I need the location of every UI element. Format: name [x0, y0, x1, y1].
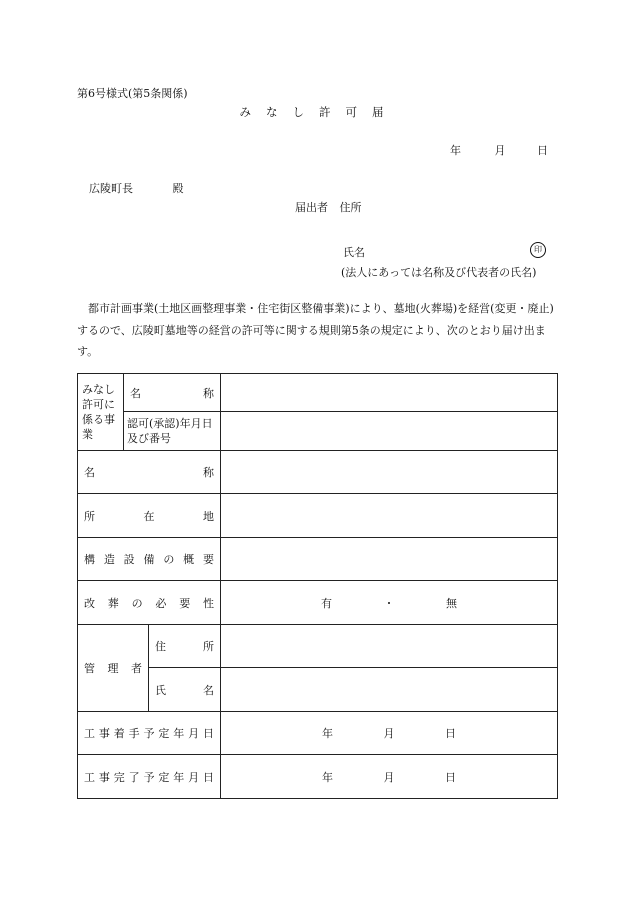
- end-date-field[interactable]: [221, 755, 558, 799]
- start-date-label: 工 事 着 手 予 定 年 月 日: [78, 712, 221, 755]
- applicant-address-label: 住所: [339, 201, 362, 214]
- structure-field[interactable]: [221, 538, 558, 581]
- manager-address-label: 住 所: [149, 625, 221, 668]
- form-number: 第6号様式(第5条関係): [77, 87, 188, 100]
- reburial-no[interactable]: 無: [446, 596, 457, 610]
- table-row: [78, 755, 558, 799]
- location-label: 所 在 地: [78, 494, 221, 538]
- reburial-choice[interactable]: [221, 581, 558, 625]
- end-date-label: 工 事 完 了 予 定 年 月 日: [78, 755, 221, 799]
- reburial-label: 改 葬 の 必 要 性: [78, 581, 221, 625]
- project-name-field[interactable]: [221, 374, 558, 412]
- table-row: [78, 625, 558, 668]
- project-group-label: みなし許可に係る事業: [78, 374, 124, 451]
- reburial-yes[interactable]: 有: [321, 596, 332, 610]
- structure-label: 構 造 設 備 の 概 要: [78, 538, 221, 581]
- applicant-name-label: 氏名: [343, 246, 365, 259]
- end-date-year: 年: [322, 770, 333, 784]
- form-title: みなし許可届: [239, 105, 399, 119]
- table-row: [78, 494, 558, 538]
- facility-name-field[interactable]: [221, 451, 558, 494]
- addressee: [89, 180, 184, 196]
- table-row: [78, 581, 558, 625]
- date-month-label: 月: [494, 144, 506, 157]
- applicant-label: 届出者: [295, 201, 328, 214]
- start-date-year: 年: [322, 727, 333, 740]
- end-date-month: 月: [383, 770, 395, 784]
- start-date-field[interactable]: [221, 712, 558, 755]
- table-row: [78, 712, 558, 755]
- project-name-label: 名 称: [124, 374, 221, 412]
- body-text: 都市計画事業(土地区画整理事業・住宅街区整備事業)により、墓地(火葬場)を経営(変更・廃止)するので、広陵町墓地等の経営の許可等に関する規則第5条の規定により、次のとおり届け出ます。: [77, 302, 554, 358]
- addressee-honorific: 殿: [172, 182, 184, 195]
- date-day-label: 日: [537, 144, 548, 157]
- start-date-day: 日: [445, 727, 456, 740]
- table-row: [78, 451, 558, 494]
- seal-mark: 印: [530, 242, 546, 258]
- manager-name-field[interactable]: [221, 668, 558, 712]
- reburial-separator: ・: [383, 596, 395, 610]
- table-row: [78, 374, 558, 412]
- form-table: [77, 373, 558, 799]
- end-date-day: 日: [445, 770, 456, 784]
- date-line: [450, 142, 548, 158]
- table-row: [78, 668, 558, 712]
- table-row: [78, 412, 558, 451]
- start-date-month: 月: [383, 727, 395, 740]
- manager-label: 管 理 者: [78, 625, 149, 712]
- project-approval-label: 認可(承認)年月日及び番号: [124, 412, 221, 451]
- table-row: [78, 538, 558, 581]
- applicant-address-line: [295, 199, 362, 215]
- addressee-name: 広陵町長: [89, 182, 133, 195]
- date-year-label: 年: [450, 144, 461, 157]
- location-field[interactable]: [221, 494, 558, 538]
- manager-name-label: 氏 名: [149, 668, 221, 712]
- project-approval-field[interactable]: [221, 412, 558, 451]
- corporation-note: (法人にあっては名称及び代表者の氏名): [341, 266, 537, 279]
- manager-address-field[interactable]: [221, 625, 558, 668]
- facility-name-label: 名 称: [78, 451, 221, 494]
